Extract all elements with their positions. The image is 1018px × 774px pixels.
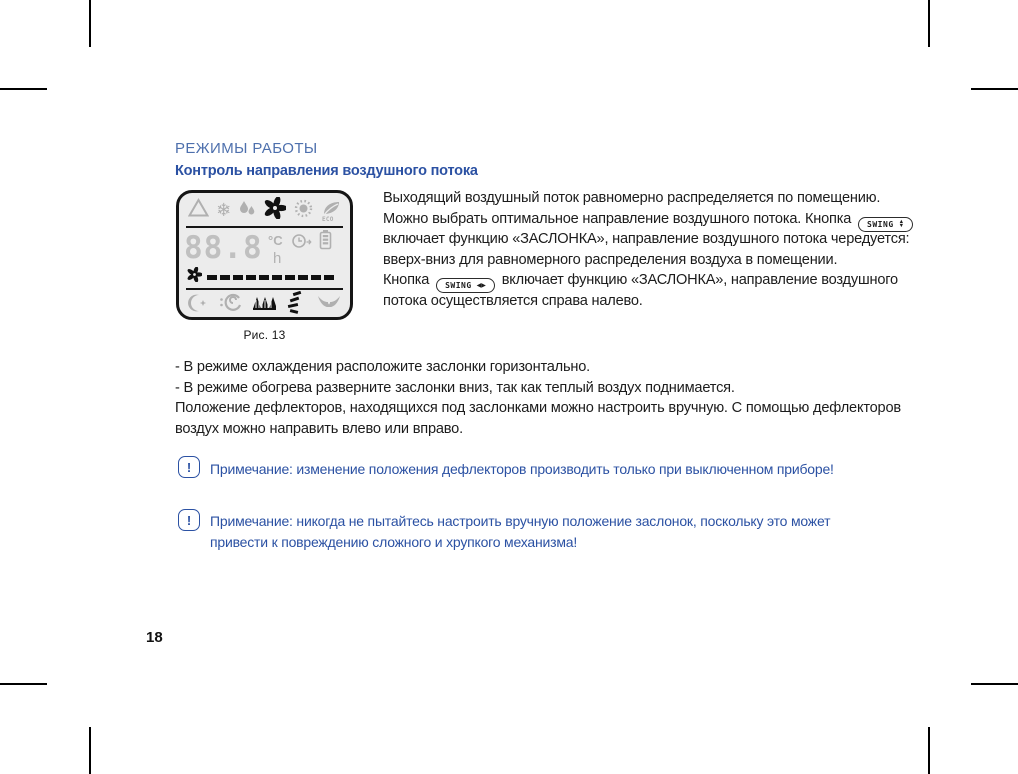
fan-speed-segment: [311, 275, 321, 280]
page-number: 18: [146, 629, 163, 646]
intro-line-5: [383, 272, 916, 293]
fan-speed-segment: [272, 275, 282, 280]
intro-line-5-text-a: Кнопка: [383, 272, 430, 289]
intro-line-2-text: Можно выбрать оптимальное направление воздушного потока. Кнопка: [383, 210, 852, 227]
body-line-3: Положение дефлекторов, находящихся под заслонками можно настроить вручную. С помощью дефлекторов: [175, 400, 901, 417]
crop-mark-bottom-left-v: [89, 727, 91, 774]
intro-line-1: Выходящий воздушный поток равномерно распределяется по помещению.: [383, 190, 881, 206]
heater-icon: [252, 294, 277, 317]
warning-exclamation-icon-2: [178, 509, 200, 531]
snowflake-icon: ❄: [216, 199, 232, 221]
section-title: РЕЖИМЫ РАБОТЫ: [175, 140, 318, 157]
battery-icon: [319, 229, 332, 255]
body-line-4: воздух можно направить влево или вправо.: [175, 420, 463, 437]
crop-mark-left-top-h: [0, 88, 47, 90]
lcd-celsius-unit: °C: [268, 233, 283, 248]
swing-horizontal-button-label: SWING: [445, 281, 472, 291]
fan-speed-segment: [246, 275, 256, 280]
fan-speed-bar: [207, 275, 334, 280]
lcd-hours-unit: h: [273, 250, 282, 267]
lcd-display-figure: [176, 190, 353, 320]
crop-mark-right-top-h: [971, 88, 1018, 90]
fan-small-icon: [187, 267, 202, 287]
intro-line-3: включает функцию «ЗАСЛОНКА», направление воздушного потока чередуется:: [383, 231, 910, 248]
swing-vertical-button-label: SWING: [867, 219, 894, 229]
swing-horizontal-button[interactable]: [436, 278, 495, 293]
fan-speed-segment: [259, 275, 269, 280]
fan-speed-segment: [324, 275, 334, 280]
airflow-icon: [286, 291, 302, 320]
up-down-arrows-icon: ▲ ▼: [898, 218, 904, 230]
intro-line-6: потока осуществляется справа налево.: [383, 292, 643, 309]
figure-caption: Рис. 13: [243, 328, 286, 342]
fan-speed-segment: [233, 275, 243, 280]
intro-line-5-text-b: включает функцию «ЗАСЛОНКА», направление воздушного: [501, 272, 898, 289]
sun-icon: [293, 198, 314, 224]
intro-paragraph: [383, 190, 916, 314]
crop-mark-top-right-v: [928, 0, 930, 47]
exclamation-glyph-2: !: [186, 512, 192, 528]
left-right-arrows-icon: ◀▶: [476, 283, 486, 290]
subsection-title: Контроль направления воздушного потока: [175, 163, 478, 179]
body-paragraph: [175, 359, 901, 441]
auto-triangle-icon: [188, 198, 209, 223]
lcd-top-icon-row: [188, 198, 341, 223]
intro-line-4: вверх-вниз для равномерного распределения воздуха в помещении.: [383, 251, 838, 268]
fan-speed-segment: [285, 275, 295, 280]
crop-mark-bottom-right-v: [928, 727, 930, 774]
warning-exclamation-icon: [178, 456, 200, 478]
exclamation-glyph: !: [186, 459, 192, 475]
lcd-bottom-icon-row: [188, 293, 341, 317]
sleep-moon-icon: [188, 293, 210, 318]
intro-line-2: [383, 211, 916, 232]
body-line-2: - В режиме обогрева разверните заслонки вниз, так как теплый воздух поднимается.: [175, 379, 735, 396]
lcd-temperature-value: 88.8: [184, 230, 263, 266]
swing-vertical-button[interactable]: [858, 217, 913, 232]
note-2-text: [210, 511, 830, 553]
water-drops-icon: [238, 198, 256, 223]
crop-mark-right-bottom-h: [971, 683, 1018, 685]
eco-leaf-icon: [321, 200, 341, 222]
fan-speed-indicator: [187, 269, 334, 285]
fan-speed-segment: [220, 275, 230, 280]
lcd-separator-bottom: [186, 288, 343, 290]
swing-wings-icon: [317, 294, 341, 316]
crop-mark-top-left-v: [89, 0, 91, 47]
crop-mark-left-bottom-h: [0, 683, 47, 685]
note-2-line-2: привести к повреждению сложного и хрупкого механизма!: [210, 534, 578, 550]
eco-label: ECO: [321, 215, 334, 223]
comfort-swirl-icon: [219, 293, 243, 318]
fan-icon: [264, 197, 286, 224]
fan-speed-segment: [207, 275, 217, 280]
fan-speed-segment: [298, 275, 308, 280]
timer-clock-icon: [292, 233, 312, 254]
note-2-line-1: Примечание: никогда не пытайтесь настроить вручную положение заслонок, поскольку это может: [210, 513, 831, 529]
note-1-text: Примечание: изменение положения дефлекторов производить только при выключенном приборе!: [210, 461, 834, 477]
lcd-separator-top: [186, 226, 343, 228]
body-line-1: - В режиме охлаждения расположите заслонки горизонтально.: [175, 359, 591, 375]
